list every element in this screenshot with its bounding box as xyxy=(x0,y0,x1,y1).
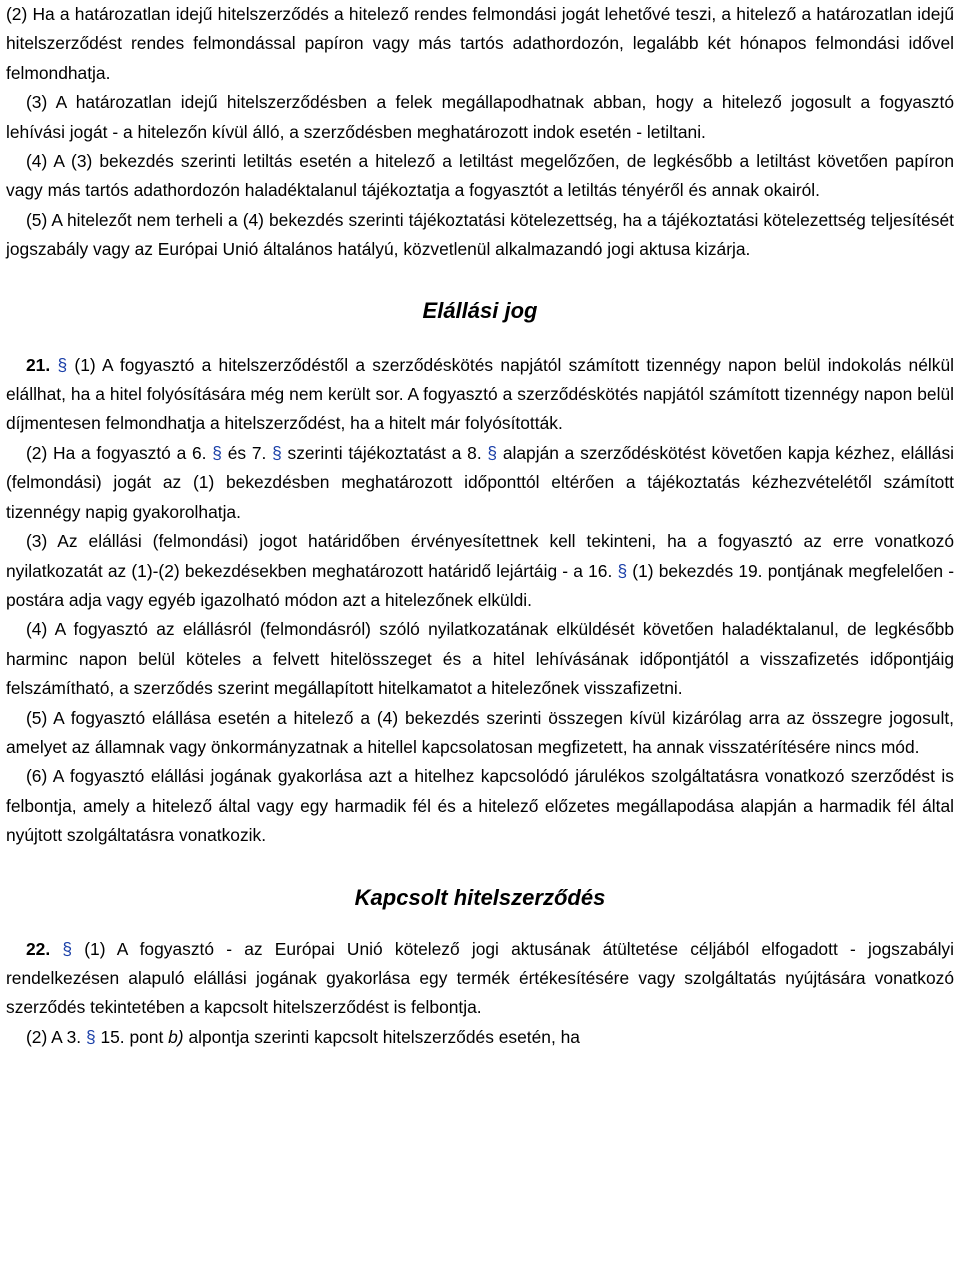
point-letter: b) xyxy=(168,1026,184,1047)
paragraph-text: alpontja szerinti kapcsolt hitelszerződés esetén, ha xyxy=(183,1026,580,1047)
section-21-paragraph-6: (6) A fogyasztó elállási jogának gyakorlása azt a hitelhez kapcsolódó járulékos szolgáltatásra vonatkozó szerződést is felbontja, amely a hitelező által vagy egy harmadik fél és a hitelező előzetes megállapodása alapján a harmadik fél által nyújtott szolgáltatásra vonatkozik. xyxy=(6,766,954,846)
section-number: 22. xyxy=(26,938,51,959)
paragraph-sign-ref: § xyxy=(487,442,498,463)
paragraph-text: és 7. xyxy=(221,442,273,463)
paragraph-2: (2) Ha a határozatlan idejű hitelszerződés a hitelező rendes felmondási jogát lehetővé teszi, a hitelező a határozatlan idejű hitelszerződést rendes felmondással papíron vagy más tartós adathordozón, legalább két hónapos felmondási idővel felmondhatja. xyxy=(6,4,954,83)
paragraph-text: alapján a szerződéskötést követően kapja kézhez, elállási (felmondási) jogát az (1) bekezdésben meghatározott időponttól eltérően a tájékoztatás kézhezvételétől számított tizennégy napig gyakorolhatja. xyxy=(6,442,954,522)
paragraph-text: (1) A fogyasztó a hitelszerződéstől a szerződéskötés napjától számított tizennégy napon belül indokolás nélkül elállhat, ha a hitel folyósítására még nem került sor. A fogyasztó a szerződéskötés napjától számított tizennégy napon belül díjmentesen felmondhatja a hitelszerződést, ha a hitelt már folyósították. xyxy=(6,354,954,434)
paragraph-text: (3) Az elállási (felmondási) jogot határidőben érvényesítettnek kell tekinteni, ha a fogyasztó az erre vonatkozó nyilatkozatát az (1)-(2) bekezdésekben meghatározott határidő lejártáig - a 16. xyxy=(6,531,954,581)
paragraph-sign: § xyxy=(62,938,73,959)
paragraph-text: szerinti tájékoztatást a 8. xyxy=(281,442,488,463)
paragraph-5: (5) A hitelezőt nem terheli a (4) bekezdés szerinti tájékoztatási kötelezettség, ha a tájékoztatási kötelezettség teljesítését jogszabály vagy az Európai Unió általános hatályú, közvetlenül alkalmazandó jogi aktusa kizárja. xyxy=(6,209,954,260)
paragraph-sign: § xyxy=(57,354,68,375)
section-heading-kapcsolt-hitelszerzodes: Kapcsolt hitelszerződés xyxy=(354,884,606,910)
section-22-paragraph-1 xyxy=(6,935,954,1023)
paragraph-text: (1) bekezdés 19. pontjának megfelelően - postára adja vagy egyéb igazolható módon azt a hitelezőnek elküldi. xyxy=(6,560,954,610)
paragraph-4: (4) A (3) bekezdés szerinti letiltás esetén a hitelező a letiltást megelőzően, de legkésőbb a letiltást követően papíron vagy más tartós adathordozón haladéktalanul tájékoztatja a fogyasztót a letiltás tényéről és annak okairól. xyxy=(6,151,954,201)
paragraph-text: (2) Ha a fogyasztó a 6. xyxy=(26,442,213,463)
section-21-paragraph-3 xyxy=(6,527,954,615)
section-22-paragraph-2 xyxy=(6,1023,954,1052)
section-21-paragraph-2 xyxy=(6,439,954,527)
paragraph-sign-ref: § xyxy=(85,1026,96,1047)
paragraph-text: (1) A fogyasztó - az Európai Unió kötelező jogi aktusának átültetése céljából elfogadott - jogszabályi rendelkezésen alapuló elállási jogának gyakorlása egy termék értékesítésére vagy szolgáltatás nyújtására vonatkozó szerződés tekintetében a kapcsolt hitelszerződést is felbontja. xyxy=(6,938,954,1018)
section-21-paragraph-1 xyxy=(6,351,954,439)
section-21-paragraph-5: (5) A fogyasztó elállása esetén a hitelező a (4) bekezdés szerinti összegen kívül kizárólag arra az összegre jogosult, amelyet az államnak vagy önkormányzatnak a hitellel kapcsolatosan megfizetett, ha annak visszatérítésére nincs mód. xyxy=(6,707,954,757)
paragraph-sign-ref: § xyxy=(617,560,628,581)
paragraph-sign-ref: § xyxy=(212,442,222,463)
section-number: 21. xyxy=(26,354,51,375)
section-heading-elallasi-jog: Elállási jog xyxy=(422,297,538,323)
paragraph-text: 15. pont xyxy=(95,1026,169,1047)
paragraph-text: (2) A 3. xyxy=(26,1026,86,1047)
paragraph-sign-ref: § xyxy=(272,442,282,463)
section-21-paragraph-4: (4) A fogyasztó az elállásról (felmondásról) szóló nyilatkozatának elküldését követően haladéktalanul, de legkésőbb harminc napon belül köteles a felvett hitelösszeget és a hitel lehívásának időpontjától a visszafizetés időpontjáig felszámítható, a szerződés szerint megállapított hitelkamatot a hitelezőnek visszafizetni. xyxy=(6,619,954,699)
paragraph-3: (3) A határozatlan idejű hitelszerződésben a felek megállapodhatnak abban, hogy a hitelező jogosult a fogyasztó lehívási jogát - a hitelezőn kívül álló, a szerződésben meghatározott indok esetén - letiltani. xyxy=(6,92,954,142)
